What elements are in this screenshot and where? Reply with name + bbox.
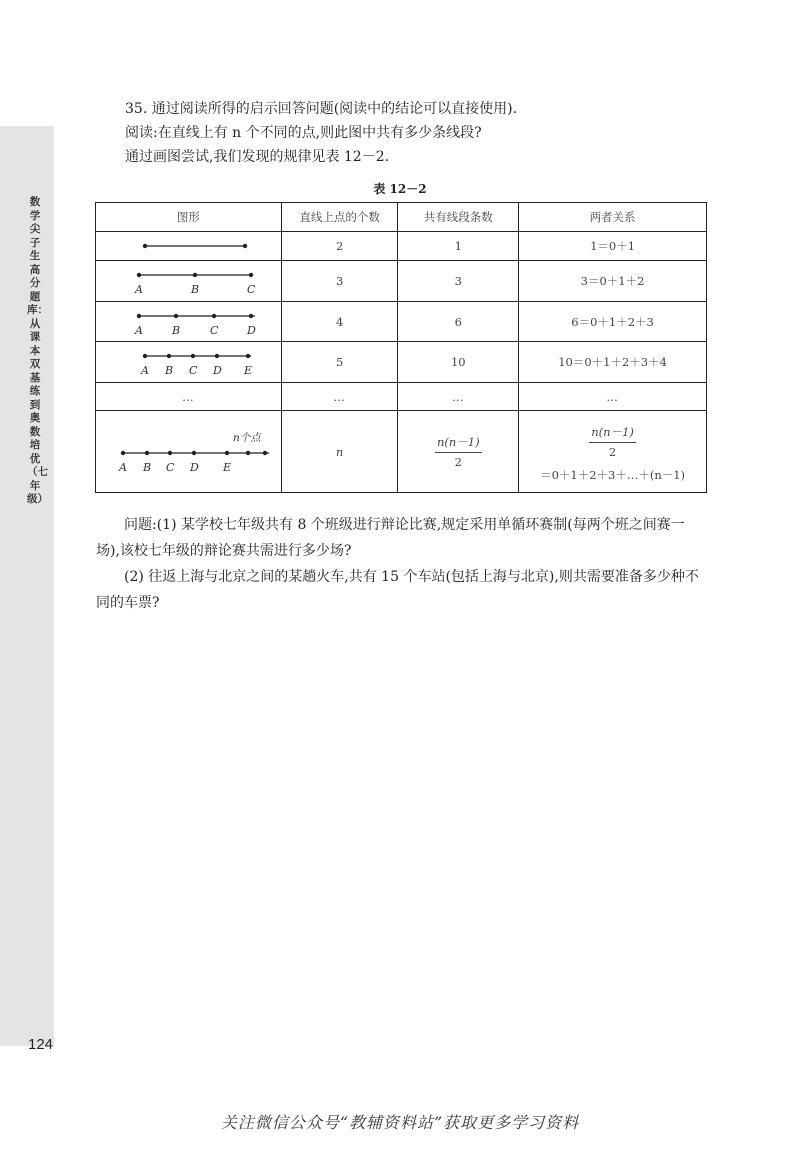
header-segment-count: 共有线段条数 bbox=[398, 203, 519, 232]
page-number: 124 bbox=[28, 1036, 54, 1053]
reading-prompt: 阅读:在直线上有 n 个不同的点,则此图中共有多少条线段? bbox=[125, 125, 482, 141]
relation-cell: 1＝0＋1 bbox=[519, 232, 707, 261]
point-count-cell: 5 bbox=[281, 342, 398, 383]
figure-cell bbox=[96, 342, 282, 383]
fraction-numerator: n(n－1) bbox=[435, 434, 482, 453]
n-points-note: n个点 bbox=[233, 431, 262, 444]
segment-count-cell: 1 bbox=[398, 232, 519, 261]
segment-count-cell: 3 bbox=[398, 261, 519, 302]
point-label: E bbox=[223, 460, 232, 474]
ellipsis-cell: … bbox=[96, 383, 282, 411]
point-count-cell: 2 bbox=[281, 232, 398, 261]
pattern-intro: 通过画图尝试,我们发现的规律见表 12－2. bbox=[125, 149, 390, 165]
header-relation: 两者关系 bbox=[519, 203, 707, 232]
question-2: (2) 往返上海与北京之间的某趟火车,共有 15 个车站(包括上海与北京),则共需要准备多少种不同的车票? bbox=[96, 569, 699, 611]
point-label: D bbox=[213, 364, 223, 377]
problem-statement: 35. 通过阅读所得的启示回答问题(阅读中的结论可以直接使用). bbox=[125, 101, 518, 117]
point-count-cell: n bbox=[281, 411, 398, 493]
relation-cell: 6＝0＋1＋2＋3 bbox=[519, 302, 707, 342]
ellipsis-cell: … bbox=[398, 383, 519, 411]
point-label: C bbox=[189, 364, 198, 377]
table-row bbox=[96, 302, 707, 342]
figure-cell bbox=[96, 232, 282, 261]
point-label: A bbox=[135, 323, 144, 337]
five-point-segment-figure bbox=[103, 345, 273, 379]
segment-count-fraction bbox=[435, 434, 482, 469]
table-header-row bbox=[96, 203, 707, 232]
three-point-segment-figure bbox=[103, 264, 273, 298]
point-label: D bbox=[190, 460, 200, 474]
fraction-denominator: 2 bbox=[454, 455, 462, 469]
four-point-segment-figure bbox=[103, 305, 273, 339]
table-row bbox=[96, 232, 707, 261]
point-count-cell: 4 bbox=[281, 302, 398, 342]
figure-cell bbox=[96, 261, 282, 302]
two-point-segment-figure bbox=[103, 234, 273, 258]
relation-cell: 10＝0＋1＋2＋3＋4 bbox=[519, 342, 707, 383]
point-label: A bbox=[135, 283, 144, 296]
point-count-cell: 3 bbox=[281, 261, 398, 302]
fraction-numerator: n(n－1) bbox=[589, 424, 636, 443]
n-point-segment-figure bbox=[103, 427, 273, 477]
point-label: A bbox=[119, 460, 128, 474]
point-label: B bbox=[172, 323, 181, 337]
header-figure: 图形 bbox=[96, 203, 282, 232]
relation-cell: 3＝0＋1＋2 bbox=[519, 261, 707, 302]
relation-sum: ＝0＋1＋2＋3＋…＋(n－1) bbox=[540, 468, 686, 482]
point-label: C bbox=[247, 283, 256, 296]
table-row-general bbox=[96, 411, 707, 493]
table-row bbox=[96, 342, 707, 383]
point-label: E bbox=[244, 364, 253, 377]
point-label: B bbox=[191, 283, 200, 296]
point-label: C bbox=[210, 323, 219, 337]
question-1: 问题:(1) 某学校七年级共有 8 个班级进行辩论比赛,规定采用单循环赛制(每两个班之间赛一场),该校七年级的辩论赛共需进行多少场? bbox=[96, 517, 685, 559]
figure-cell bbox=[96, 411, 282, 493]
point-label: A bbox=[141, 364, 150, 377]
table-caption: 表 12－2 bbox=[373, 182, 427, 196]
footer-watermark: 关注微信公众号“教辅资料站”获取更多学习资料 bbox=[220, 1113, 580, 1132]
pattern-table bbox=[95, 202, 707, 493]
figure-cell bbox=[96, 302, 282, 342]
ellipsis-cell: … bbox=[281, 383, 398, 411]
point-label: D bbox=[247, 323, 257, 337]
point-label: C bbox=[166, 460, 175, 474]
relation-cell bbox=[519, 411, 707, 493]
segment-count-cell bbox=[398, 411, 519, 493]
point-label: B bbox=[143, 460, 152, 474]
table-row bbox=[96, 261, 707, 302]
point-label: B bbox=[165, 364, 174, 377]
ellipsis-cell: … bbox=[519, 383, 707, 411]
header-point-count: 直线上点的个数 bbox=[281, 203, 398, 232]
book-series-title: 数学尖子生高分题库：从课本双基练到奥数培优（七年级） bbox=[27, 196, 48, 505]
relation-fraction bbox=[589, 424, 636, 459]
fraction-denominator: 2 bbox=[608, 445, 617, 459]
segment-count-cell: 6 bbox=[398, 302, 519, 342]
table-row bbox=[96, 383, 707, 411]
segment-count-cell: 10 bbox=[398, 342, 519, 383]
